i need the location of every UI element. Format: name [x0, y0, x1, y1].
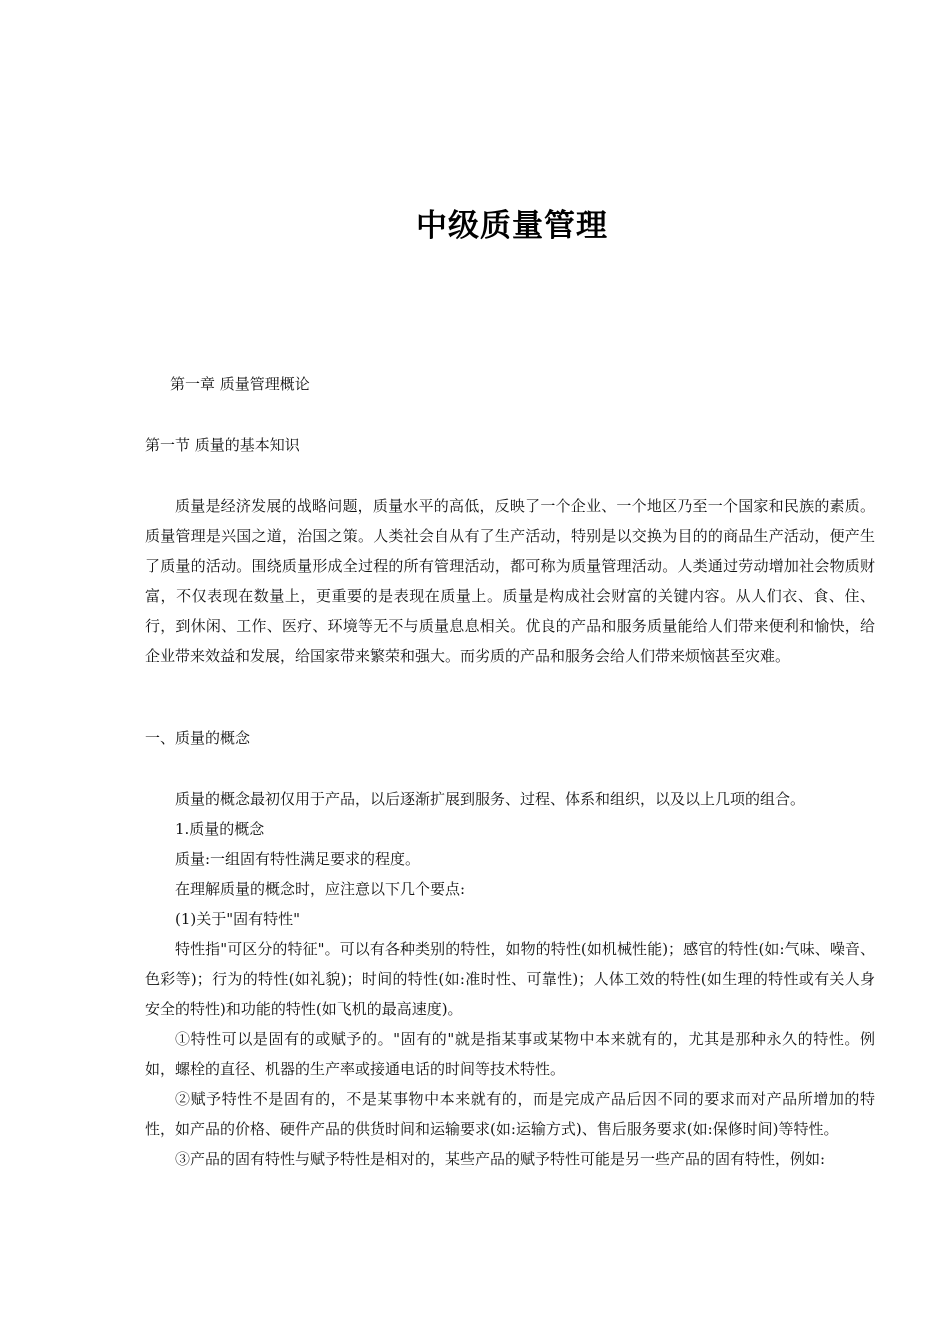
- paragraph: 特性指"可区分的特征"。可以有各种类别的特性，如物的特性(如机械性能)；感官的特性(如:气味、噪音、色彩等)；行为的特性(如礼貌)；时间的特性(如:准时性、可靠性)；人体工效的特性(如生理的特性或有关人身安全的特性)和功能的特性(如飞机的最高速度)。: [145, 940, 875, 1018]
- paragraph: 质量的概念最初仅用于产品，以后逐渐扩展到服务、过程、体系和组织，以及以上几项的组合。: [175, 790, 806, 808]
- paragraph: ②赋予特性不是固有的，不是某事物中本来就有的，而是完成产品后因不同的要求而对产品所增加的特性，如产品的价格、硬件产品的供货时间和运输要求(如:运输方式)、售后服务要求(如:保修时间)等特性。: [145, 1090, 875, 1138]
- intro-block: [145, 491, 875, 671]
- concept-block: [145, 784, 875, 1174]
- paragraph: 1.质量的概念: [175, 820, 265, 838]
- paragraph: (1)关于"固有特性": [175, 910, 301, 928]
- chapter-heading: 第一章 质量管理概论: [170, 375, 310, 393]
- document-title: 中级质量管理: [416, 208, 608, 244]
- section-heading: 第一节 质量的基本知识: [145, 436, 300, 454]
- paragraph: ③产品的固有特性与赋予特性是相对的，某些产品的赋予特性可能是另一些产品的固有特性，例如:: [175, 1150, 826, 1168]
- paragraph: 在理解质量的概念时，应注意以下几个要点:: [175, 880, 466, 898]
- intro-paragraph: 质量是经济发展的战略问题，质量水平的高低，反映了一个企业、一个地区乃至一个国家和民族的素质。质量管理是兴国之道，治国之策。人类社会自从有了生产活动，特别是以交换为目的的商品生产活动，便产生了质量的活动。围绕质量形成全过程的所有管理活动，都可称为质量管理活动。人类通过劳动增加社会物质财富，不仅表现在数量上，更重要的是表现在质量上。质量是构成社会财富的关键内容。从人们衣、食、住、行，到休闲、工作、医疗、环境等无不与质量息息相关。优良的产品和服务质量能给人们带来便利和愉快，给企业带来效益和发展，给国家带来繁荣和强大。而劣质的产品和服务会给人们带来烦恼甚至灾难。: [145, 497, 875, 665]
- subsection-heading: 一、质量的概念: [145, 729, 251, 747]
- paragraph: ①特性可以是固有的或赋予的。"固有的"就是指某事或某物中本来就有的，尤其是那种永久的特性。例如，螺栓的直径、机器的生产率或接通电话的时间等技术特性。: [145, 1030, 875, 1078]
- paragraph: 质量:一组固有特性满足要求的程度。: [175, 850, 421, 868]
